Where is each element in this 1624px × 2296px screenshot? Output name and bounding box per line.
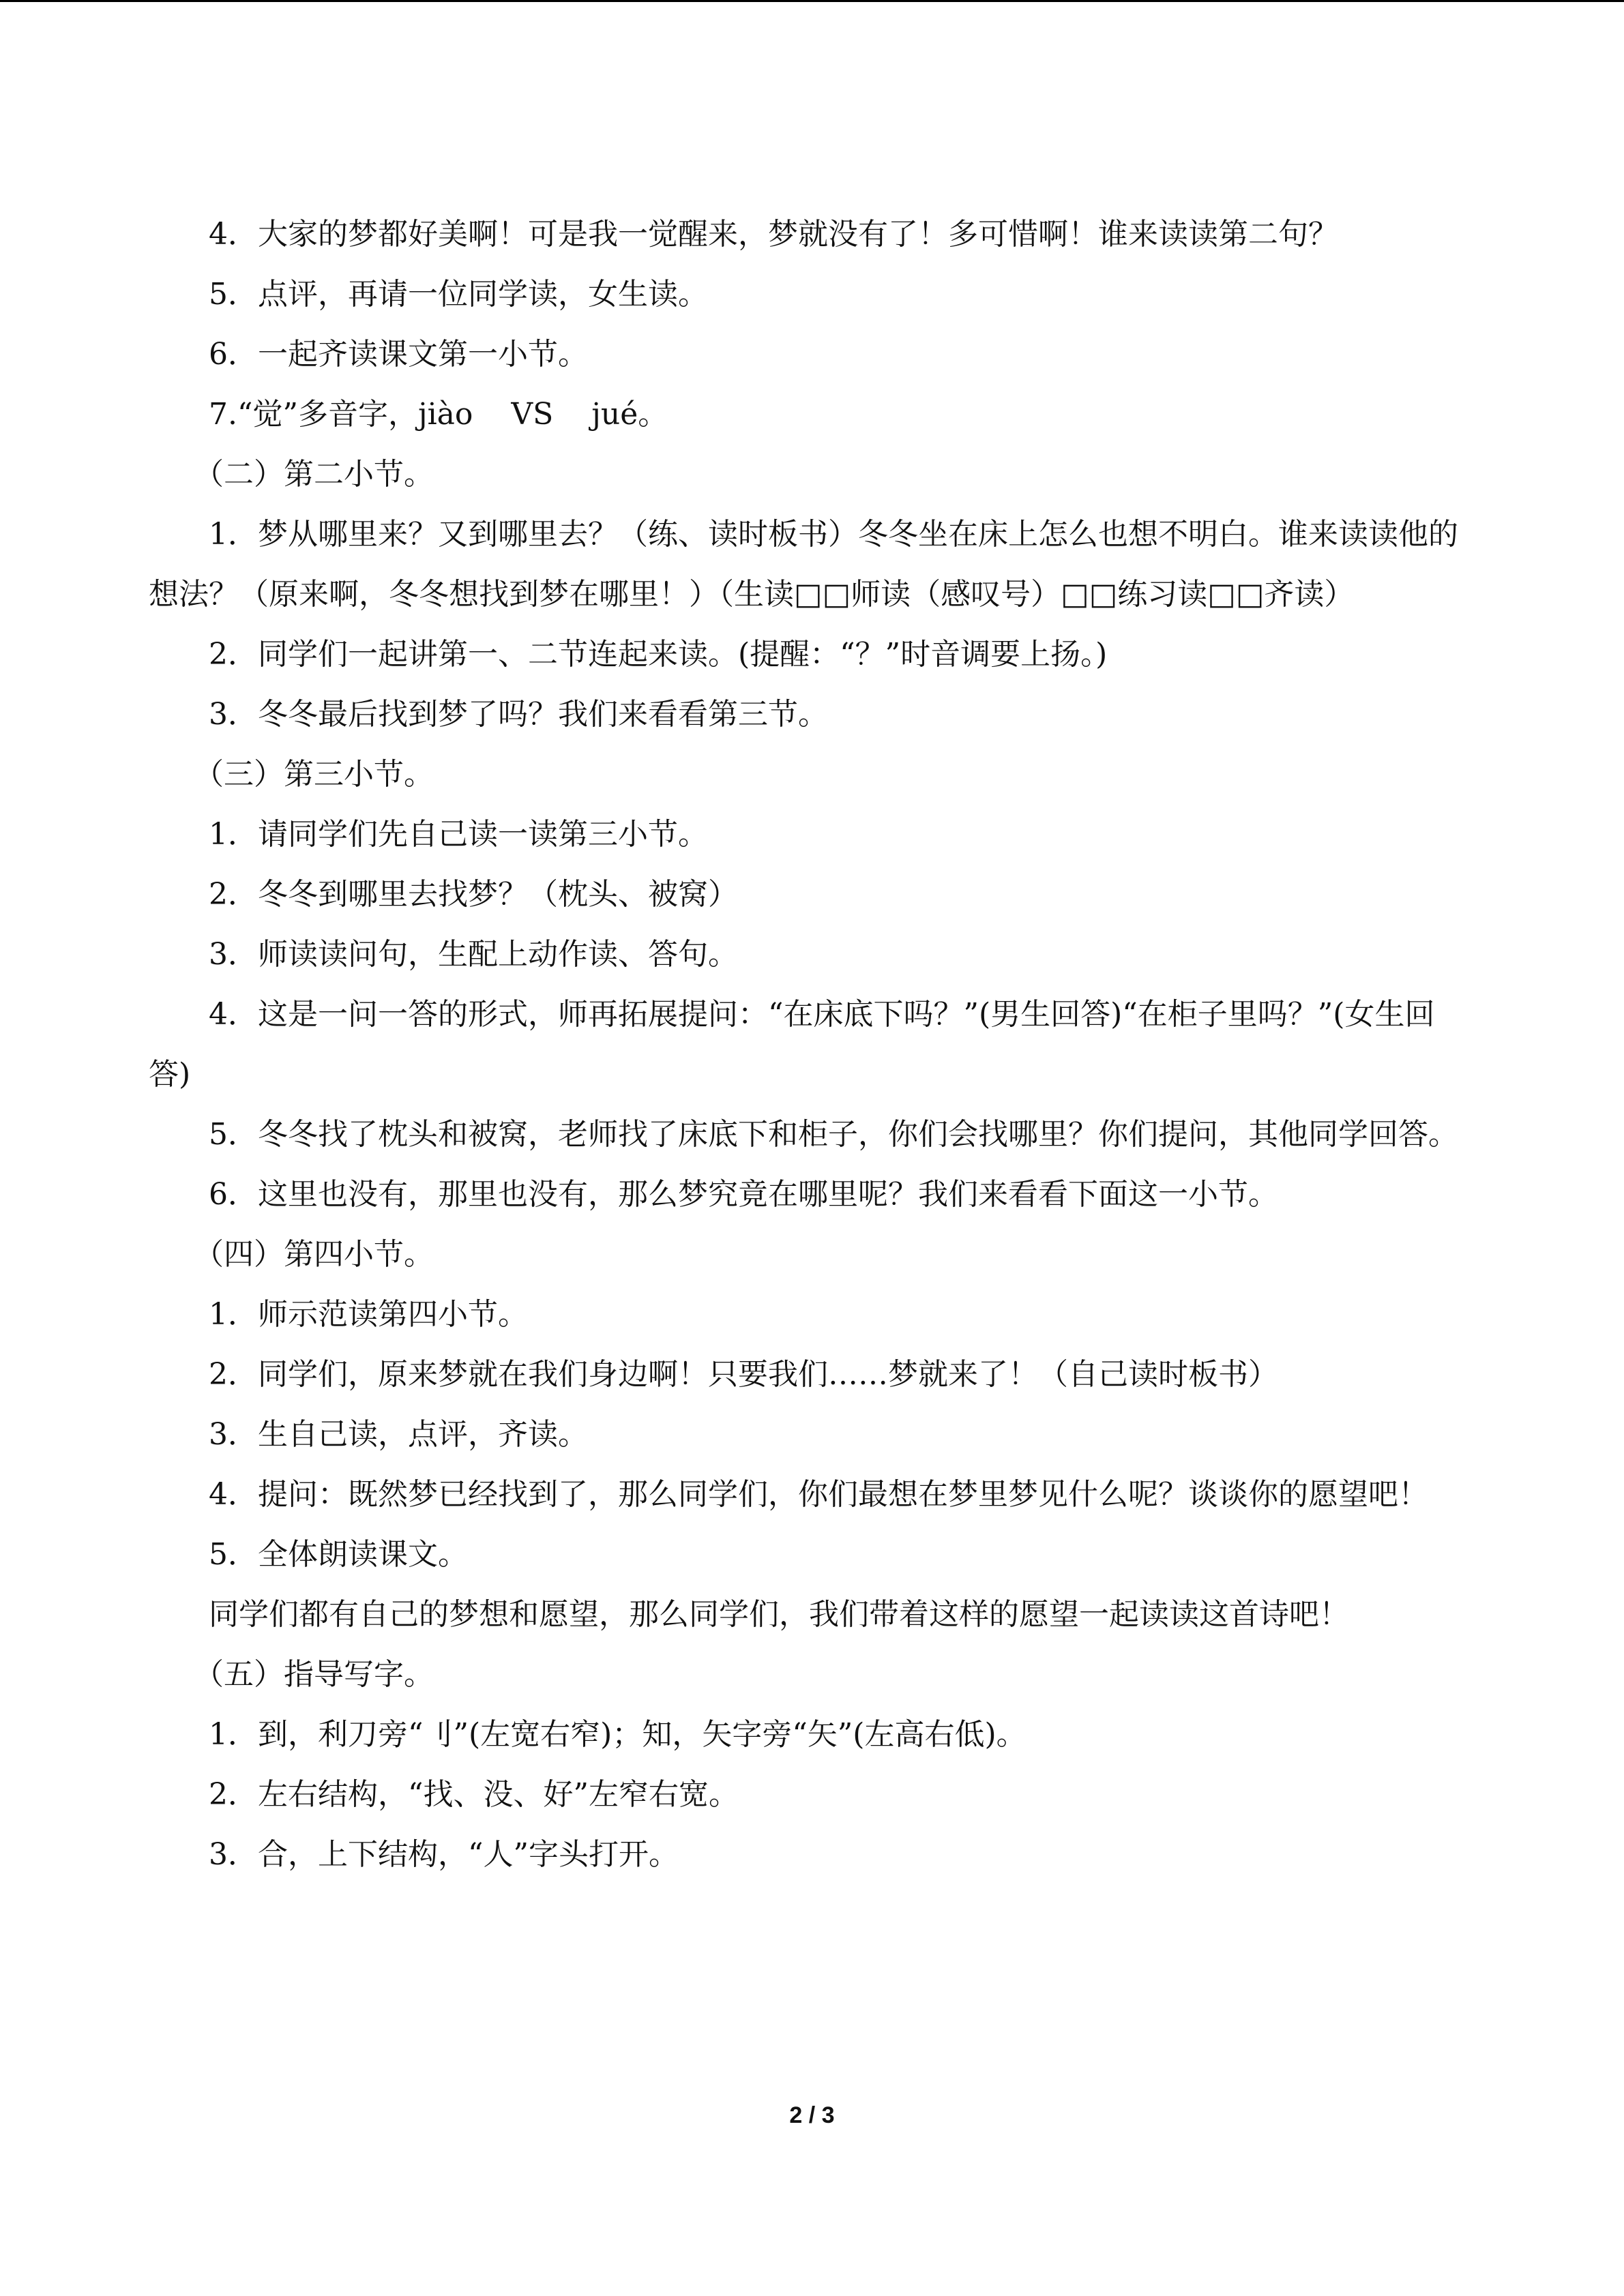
paragraph: 2．左右结构，“找、没、好”左窄右宽。 bbox=[209, 1777, 739, 1812]
paragraph: 4．这是一问一答的形式，师再拓展提问：“在床底下吗？”(男生回答)“在柜子里吗？”(女生回答) bbox=[149, 997, 1435, 1092]
paragraph: 3．合，上下结构，“人”字头打开。 bbox=[209, 1837, 679, 1872]
section-heading: （四）第四小节。 bbox=[194, 1237, 434, 1272]
paragraph: 3．生自己读，点评，齐读。 bbox=[209, 1417, 588, 1452]
paragraph: 1．梦从哪里来？又到哪里去？（练、读时板书）冬冬坐在床上怎么也想不明白。谁来读读他的想法？（原来啊，冬冬想找到梦在哪里！）（生读□□师读（感叹号）□□练习读□□齐读） bbox=[149, 517, 1458, 612]
document-body bbox=[149, 205, 1475, 1885]
section-heading: （二）第二小节。 bbox=[194, 457, 434, 492]
paragraph: 3．冬冬最后找到梦了吗？我们来看看第三节。 bbox=[209, 697, 828, 732]
paragraph: 同学们都有自己的梦想和愿望，那么同学们，我们带着这样的愿望一起读读这首诗吧！ bbox=[209, 1597, 1349, 1632]
paragraph: 4．大家的梦都好美啊！可是我一觉醒来，梦就没有了！多可惜啊！谁来读读第二句？ bbox=[209, 217, 1338, 252]
paragraph: 2．同学们一起讲第一、二节连起来读。(提醒：“？”时音调要上扬。) bbox=[209, 637, 1108, 672]
top-border-line bbox=[0, 0, 1624, 2]
page-number: 2 / 3 bbox=[789, 2102, 835, 2128]
paragraph: 1．到，利刀旁“刂”(左宽右窄)；知，矢字旁“矢”(左高右低)。 bbox=[209, 1717, 1027, 1752]
paragraph: 7.“觉”多音字，jiào VS jué。 bbox=[209, 397, 668, 432]
paragraph: 6．一起齐读课文第一小节。 bbox=[209, 337, 588, 372]
paragraph: 2．冬冬到哪里去找梦？（枕头、被窝） bbox=[209, 877, 738, 912]
paragraph: 1．请同学们先自己读一读第三小节。 bbox=[209, 817, 708, 852]
paragraph: 6．这里也没有，那里也没有，那么梦究竟在哪里呢？我们来看看下面这一小节。 bbox=[209, 1177, 1278, 1212]
paragraph: 1．师示范读第四小节。 bbox=[209, 1297, 528, 1332]
paragraph: 4．提问：既然梦已经找到了，那么同学们，你们最想在梦里梦见什么呢？谈谈你的愿望吧！ bbox=[209, 1477, 1428, 1512]
paragraph: 3．师读读问句，生配上动作读、答句。 bbox=[209, 937, 738, 972]
paragraph: 5．点评，再请一位同学读，女生读。 bbox=[209, 277, 708, 312]
section-heading: （三）第三小节。 bbox=[194, 757, 434, 792]
paragraph: 5．冬冬找了枕头和被窝，老师找了床底下和柜子，你们会找哪里？你们提问，其他同学回答。 bbox=[209, 1117, 1458, 1152]
paragraph: 5．全体朗读课文。 bbox=[209, 1537, 468, 1572]
paragraph: 2．同学们，原来梦就在我们身边啊！只要我们……梦就来了！（自己读时板书） bbox=[209, 1357, 1278, 1392]
section-heading: （五）指导写字。 bbox=[194, 1657, 434, 1692]
